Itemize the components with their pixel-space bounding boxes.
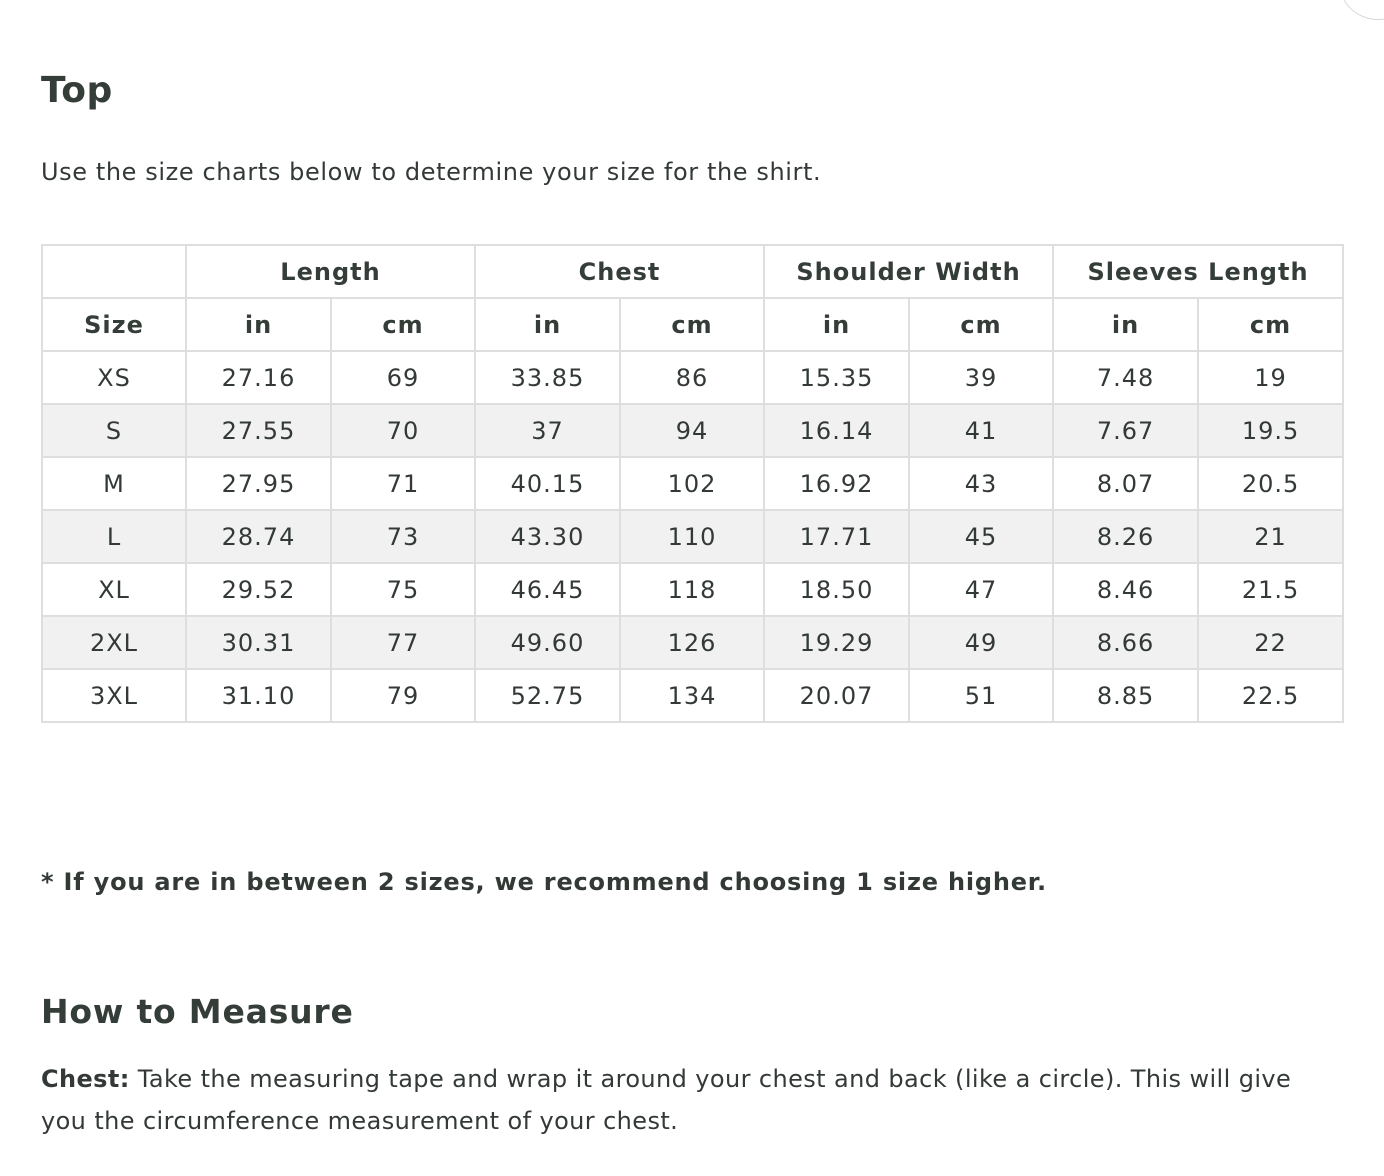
- table-cell: 19.29: [764, 616, 909, 669]
- table-cell: 28.74: [186, 510, 331, 563]
- size-cell: M: [42, 457, 186, 510]
- table-cell: 7.48: [1053, 351, 1198, 404]
- table-cell: 8.26: [1053, 510, 1198, 563]
- table-cell: 41: [909, 404, 1053, 457]
- size-chart-table: [41, 244, 1344, 723]
- table-cell: 49: [909, 616, 1053, 669]
- table-row: [42, 563, 1343, 616]
- table-cell: 52.75: [475, 669, 620, 722]
- table-row: [42, 404, 1343, 457]
- table-cell: 18.50: [764, 563, 909, 616]
- table-cell: 40.15: [475, 457, 620, 510]
- table-cell: 21.5: [1198, 563, 1343, 616]
- size-cell: L: [42, 510, 186, 563]
- table-row: [42, 510, 1343, 563]
- table-cell: 47: [909, 563, 1053, 616]
- table-cell: 73: [331, 510, 475, 563]
- table-cell: 15.35: [764, 351, 909, 404]
- table-cell: 86: [620, 351, 764, 404]
- table-cell: 37: [475, 404, 620, 457]
- table-cell: 75: [331, 563, 475, 616]
- table-cell: 43: [909, 457, 1053, 510]
- group-header-chest: Chest: [475, 245, 764, 298]
- table-cell: 22.5: [1198, 669, 1343, 722]
- table-cell: 8.07: [1053, 457, 1198, 510]
- table-cell: 17.71: [764, 510, 909, 563]
- empty-header-cell: [42, 245, 186, 298]
- chest-measure-instructions: [41, 1058, 1341, 1142]
- table-cell: 69: [331, 351, 475, 404]
- size-cell: XL: [42, 563, 186, 616]
- table-cell: 27.16: [186, 351, 331, 404]
- unit-header-cm: cm: [909, 298, 1053, 351]
- group-header-sleeves-length: Sleeves Length: [1053, 245, 1343, 298]
- table-cell: 20.5: [1198, 457, 1343, 510]
- size-cell: 3XL: [42, 669, 186, 722]
- table-cell: 79: [331, 669, 475, 722]
- table-cell: 118: [620, 563, 764, 616]
- table-cell: 71: [331, 457, 475, 510]
- size-header: Size: [42, 298, 186, 351]
- table-cell: 39: [909, 351, 1053, 404]
- table-row: [42, 351, 1343, 404]
- size-cell: XS: [42, 351, 186, 404]
- intro-text: Use the size charts below to determine your size for the shirt.: [41, 158, 822, 186]
- table-cell: 33.85: [475, 351, 620, 404]
- table-cell: 110: [620, 510, 764, 563]
- table-cell: 22: [1198, 616, 1343, 669]
- table-cell: 126: [620, 616, 764, 669]
- size-cell: S: [42, 404, 186, 457]
- table-cell: 94: [620, 404, 764, 457]
- group-header-shoulder-width: Shoulder Width: [764, 245, 1053, 298]
- table-cell: 70: [331, 404, 475, 457]
- table-cell: 8.85: [1053, 669, 1198, 722]
- table-cell: 20.07: [764, 669, 909, 722]
- unit-header-in: in: [475, 298, 620, 351]
- unit-header-cm: cm: [331, 298, 475, 351]
- unit-header-row: [42, 298, 1343, 351]
- how-to-measure-title: How to Measure: [41, 992, 354, 1031]
- group-header-length: Length: [186, 245, 475, 298]
- table-row: [42, 457, 1343, 510]
- table-cell: 27.55: [186, 404, 331, 457]
- table-cell: 16.92: [764, 457, 909, 510]
- table-cell: 51: [909, 669, 1053, 722]
- table-cell: 19: [1198, 351, 1343, 404]
- size-cell: 2XL: [42, 616, 186, 669]
- chest-instruction-text: Take the measuring tape and wrap it around your chest and back (like a circle). This will give you the circumference measurement of your chest.: [41, 1065, 1292, 1135]
- table-cell: 43.30: [475, 510, 620, 563]
- table-cell: 27.95: [186, 457, 331, 510]
- table-cell: 7.67: [1053, 404, 1198, 457]
- group-header-row: [42, 245, 1343, 298]
- unit-header-in: in: [764, 298, 909, 351]
- table-cell: 102: [620, 457, 764, 510]
- table-row: [42, 669, 1343, 722]
- unit-header-in: in: [1053, 298, 1198, 351]
- table-cell: 77: [331, 616, 475, 669]
- table-cell: 31.10: [186, 669, 331, 722]
- table-cell: 134: [620, 669, 764, 722]
- unit-header-in: in: [186, 298, 331, 351]
- chest-label: Chest:: [41, 1065, 130, 1093]
- page-title: Top: [41, 70, 113, 111]
- unit-header-cm: cm: [620, 298, 764, 351]
- size-recommendation-note: * If you are in between 2 sizes, we recommend choosing 1 size higher.: [41, 868, 1047, 896]
- table-cell: 19.5: [1198, 404, 1343, 457]
- table-cell: 8.66: [1053, 616, 1198, 669]
- table-row: [42, 616, 1343, 669]
- corner-circle-decoration: [1338, 0, 1384, 20]
- table-cell: 49.60: [475, 616, 620, 669]
- table-cell: 46.45: [475, 563, 620, 616]
- table-cell: 45: [909, 510, 1053, 563]
- table-cell: 30.31: [186, 616, 331, 669]
- table-cell: 29.52: [186, 563, 331, 616]
- unit-header-cm: cm: [1198, 298, 1343, 351]
- table-cell: 21: [1198, 510, 1343, 563]
- table-cell: 8.46: [1053, 563, 1198, 616]
- table-cell: 16.14: [764, 404, 909, 457]
